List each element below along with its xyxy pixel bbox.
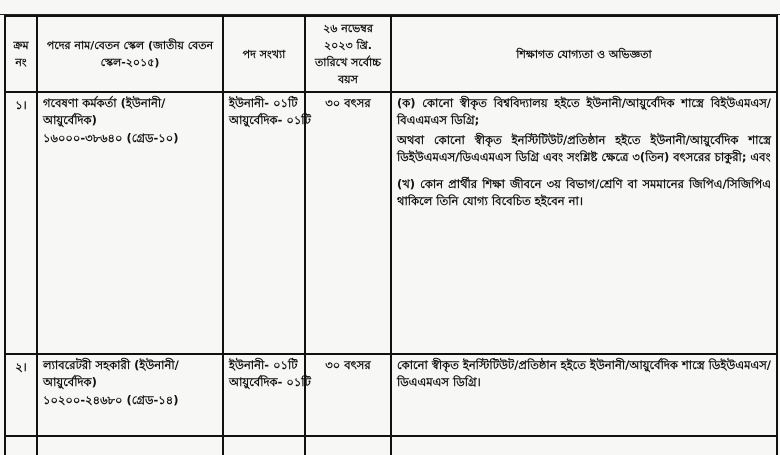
qualification-line: (ক) কোনো স্বীকৃত বিশ্ববিদ্যালয় হইতে ইউনানী/আয়ুর্বেদিক শাস্ত্রে বিইউএমএস/বিএএমএস ডিগ্রি;	[397, 96, 771, 128]
post-name: ল্যাবরেটরী সহকারী (ইউনানী/আয়ুর্বেদিক)	[43, 358, 179, 390]
count-ayurvedic: আয়ুর্বেদিক- ০১টি	[229, 113, 311, 128]
count-cell	[223, 354, 311, 436]
table-row	[5, 354, 777, 436]
pay-scale: ১০২০০-২৪৬৮০ (গ্রেড-১৪)	[43, 392, 179, 407]
max-age: ৩০ বৎসর	[305, 92, 391, 354]
empty-cell	[223, 436, 305, 455]
table-row-cropped	[5, 436, 777, 455]
qualification-line: কোনো স্বীকৃত ইনস্টিটিউট/প্রতিষ্ঠান হইতে ইউনানী/আয়ুর্বেদিক শাস্ত্রে ডিইউএমএস/ডিএএমএস ডিগ্রি।	[397, 358, 771, 390]
empty-cell	[305, 436, 391, 455]
pay-scale: ১৬০০০-৩৮৬৪০ (গ্রেড-১০)	[43, 130, 179, 145]
post-cell	[37, 354, 223, 436]
post-cell	[37, 92, 223, 354]
qualification-line: অথবা কোনো স্বীকৃত ইনস্টিটিউট/প্রতিষ্ঠান হইতে ইউনানী/আয়ুর্বেদিক শাস্ত্রে ডিইউএমএস/ডিএএমএস ডিগ্রি এবং সংশ্লিষ্ট ক্ষেত্রে ৩(তিন) বৎসরের চাকুরী; এবং	[397, 132, 771, 164]
table-header-row	[5, 16, 777, 92]
count-ayurvedic: আয়ুর্বেদিক- ০১টি	[229, 375, 311, 390]
count-cell	[223, 92, 311, 354]
row-serial: ১।	[5, 92, 37, 354]
post-name: গবেষণা কর্মকর্তা (ইউনানী/আয়ুর্বেদিক)	[43, 96, 166, 128]
header-age: ২৬ নভেম্বর ২০২৩ খ্রি. তারিখে সর্বোচ্চ বয়স	[305, 16, 391, 92]
cropped-top-strip	[0, 0, 780, 15]
row-serial: ২।	[5, 354, 37, 436]
header-serial: ক্রম নং	[5, 16, 37, 92]
header-qualification: শিক্ষাগত যোগ্যতা ও অভিজ্ঞতা	[391, 16, 777, 92]
header-post: পদের নাম/বেতন স্কেল (জাতীয় বেতন স্কেল-২০১৫)	[37, 16, 223, 92]
empty-cell	[5, 436, 37, 455]
recruitment-table	[4, 15, 778, 455]
empty-cell	[391, 436, 777, 455]
header-count: পদ সংখ্যা	[223, 16, 305, 92]
empty-cell	[37, 436, 223, 455]
table-row	[5, 92, 777, 354]
count-unani: ইউনানী- ০১টি	[229, 358, 298, 373]
qualification-cell	[391, 354, 777, 436]
qualification-line: (খ) কোন প্রার্থীর শিক্ষা জীবনে ৩য় বিভাগ/শ্রেণি বা সমমানের জিপিএ/সিজিপিএ থাকিলে তিনি যোগ্য বিবেচিত হইবেন না।	[397, 177, 771, 209]
max-age: ৩০ বৎসর	[305, 354, 391, 436]
qualification-cell	[391, 92, 777, 354]
count-unani: ইউনানী- ০১টি	[229, 96, 298, 111]
